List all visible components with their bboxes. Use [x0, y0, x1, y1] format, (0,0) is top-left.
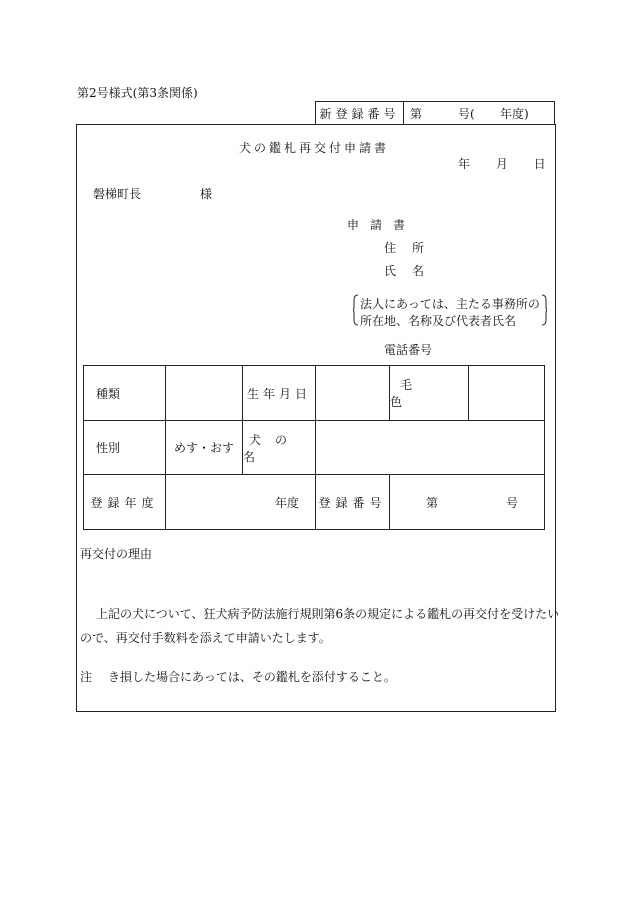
birth-label: 生年月日 [246, 386, 311, 401]
address-label: 住所 [384, 241, 441, 255]
recipient-name: 磐梯町長 [93, 187, 142, 201]
corporation-note-line1: 法人にあっては、主たる事務所の [360, 297, 540, 311]
kind-value-cell[interactable] [166, 366, 243, 421]
birth-value-cell[interactable] [316, 366, 390, 421]
reason-label: 再交付の理由 [80, 547, 153, 561]
table-row [84, 475, 545, 530]
dog-name-label: 犬の名 [243, 432, 302, 464]
date-day-label: 日 [533, 157, 546, 171]
dog-name-label-cell [243, 421, 316, 475]
recipient-honorific: 様 [200, 187, 213, 201]
kind-label-cell [84, 366, 166, 421]
body-text-line2: ので、再交付手数料を添えて申請いたします。 [80, 631, 331, 645]
registration-dai: 第 [410, 106, 423, 121]
reg-no-dai: 第 [426, 495, 439, 510]
dog-name-value-cell[interactable] [316, 421, 545, 475]
reg-no-go: 号 [506, 495, 519, 510]
phone-label: 電話番号 [384, 343, 433, 357]
coat-value-cell[interactable] [469, 366, 545, 421]
registration-number-field[interactable] [404, 102, 554, 124]
note-mark: 注 [80, 670, 93, 684]
coat-label: 毛色 [390, 378, 453, 409]
right-brace [541, 294, 547, 326]
sex-label-cell [84, 421, 166, 475]
note-text: き損した場合にあっては、その鑑札を添付すること。 [108, 670, 396, 684]
left-brace [353, 294, 359, 326]
corporation-note-line2: 所在地、名称及び代表者氏名 [360, 314, 517, 328]
date-year-label: 年 [458, 157, 471, 171]
sex-value: めす・おす [173, 441, 234, 455]
reg-year-label-cell [84, 475, 166, 530]
reg-no-label: 登録番号 [318, 495, 387, 510]
birth-label-cell [243, 366, 316, 421]
reg-no-label-cell [316, 475, 390, 530]
reg-no-value-cell[interactable] [390, 475, 545, 530]
form-title: 犬の鑑札再交付申請書 [239, 141, 390, 155]
applicant-label: 申請書 [347, 218, 417, 232]
application-date[interactable] [458, 155, 546, 172]
body-text-line1: 上記の犬について、狂犬病予防法施行規則第6条の規定による鑑札の再交付を受けたい [96, 607, 560, 621]
corporation-note [353, 294, 547, 326]
registration-number-box [315, 101, 555, 125]
dog-info-table [83, 365, 545, 530]
kind-label [84, 385, 165, 402]
form-number-label: 第2号様式(第3条関係) [77, 86, 198, 100]
sex-value-cell[interactable] [166, 421, 243, 475]
reg-year-suffix: 年度 [274, 495, 299, 510]
coat-label-cell [390, 366, 469, 421]
note [80, 668, 396, 685]
reg-year-label: 登録年度 [90, 495, 159, 510]
reg-year-value-cell[interactable] [166, 475, 316, 530]
kind-label-text: 種類 [96, 386, 121, 401]
name-label: 氏名 [384, 264, 441, 278]
table-row [84, 421, 545, 475]
sex-label-text: 性別 [96, 441, 121, 455]
sex-label [84, 439, 165, 456]
date-month-label: 月 [495, 157, 508, 171]
registration-go: 号( [458, 106, 475, 121]
table-row [84, 366, 545, 421]
registration-number-label: 新登録番号 [316, 102, 404, 124]
registration-nendo: 年度) [500, 106, 529, 121]
